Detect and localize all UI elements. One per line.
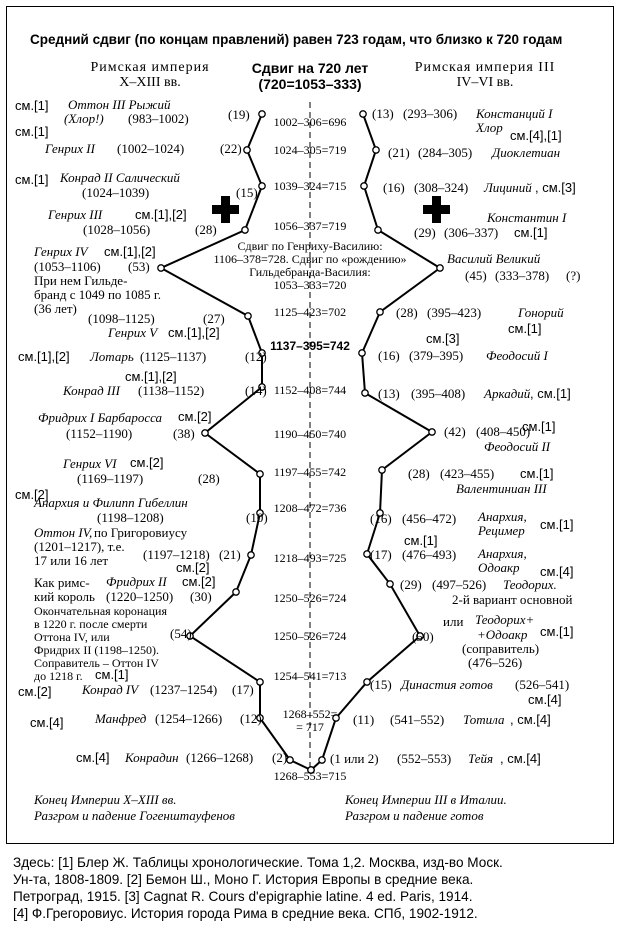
ref: см.[1] [404, 533, 438, 548]
reign-length: (21) [219, 547, 241, 562]
ruler-note: 2-й вариант основной [452, 592, 573, 607]
ref: см.[1] [540, 517, 574, 532]
chain-node [429, 429, 435, 435]
ruler-dates: (306–337) [444, 225, 499, 240]
ruler-note: 17 или 16 лет [34, 553, 109, 568]
page-title: Средний сдвиг (по концам правлений) равен 723 годам, что близко к 720 годам [30, 32, 563, 47]
ruler-note: кий король [34, 589, 95, 604]
reign-length: (54) [170, 626, 192, 641]
ruler-name: Василий Великий [447, 251, 541, 266]
reign-length: (42) [444, 424, 466, 439]
chain-node [379, 467, 385, 473]
ruler-name: Конрадин [125, 750, 179, 765]
ruler-dates: (379–395) [409, 348, 464, 363]
ruler-dates: (1254–1266) [155, 711, 223, 726]
reign-length: (28) [195, 222, 217, 237]
reign-length: (38) [173, 426, 195, 441]
ruler-dates: (395–423) [427, 305, 482, 320]
reign-length: (28) [408, 466, 430, 481]
ruler-dates: (476–493) [402, 547, 457, 562]
ruler-dates: (456–472) [402, 511, 457, 526]
formula: 1024–305=719 [273, 143, 347, 157]
ruler-name: Конрад II Салический [60, 170, 180, 185]
ruler-name: Династия готов [401, 677, 493, 692]
ruler-note: (36 лет) [34, 301, 77, 316]
ruler-name: Генрих II [45, 141, 95, 156]
reign-length: (50) [412, 629, 434, 644]
ruler-dates: (1198–1208) [97, 510, 164, 525]
ref: см.[1],[2] [125, 369, 177, 384]
ref: см.[4] [76, 750, 110, 765]
formula: 1268–553=715 [273, 769, 347, 783]
center-header-line1: Сдвиг на 720 лет [251, 60, 369, 76]
reign-length: (1 или 2) [330, 751, 379, 766]
ref: см.[4] [528, 692, 562, 707]
reign-length: (15) [236, 185, 258, 200]
ruler-name: Фридрих II [106, 574, 167, 589]
ref: см.[4],[1] [510, 128, 562, 143]
ruler-name: Манфред [95, 711, 147, 726]
bottom-right-line2: Разгром и падение готов [345, 808, 484, 823]
reign-length: (14) [245, 383, 267, 398]
ruler-name: Констанций I [476, 106, 553, 121]
reign-length: (13) [378, 386, 400, 401]
bottom-left-line1: Конец Империи X–XIII вв. [34, 792, 177, 807]
reign-length: (28) [198, 471, 220, 486]
formula: 1039–324=715 [273, 179, 347, 193]
reign-length: (16) [378, 348, 400, 363]
ruler-name: Лотарь [90, 349, 134, 364]
ruler-name: Рецимер [478, 523, 525, 538]
ruler-dates: (983–1002) [128, 111, 189, 126]
reign-length: (12) [245, 349, 267, 364]
reign-length: (29) [400, 577, 422, 592]
ruler-name: Одоакр [478, 560, 520, 575]
center-header-line2: (720=1053–333) [258, 76, 362, 92]
ruler-name: Генрих VI [63, 456, 117, 471]
ruler-name: Генрих IV [34, 244, 88, 259]
reign-length: (30) [190, 589, 212, 604]
ruler-dates: (552–553) [397, 751, 452, 766]
chain-node [242, 227, 248, 233]
reign-length: (13) [372, 106, 394, 121]
ref: см.[2] [176, 560, 210, 575]
formula: 1254–541=713 [273, 669, 347, 683]
formula: 1152–408=744 [273, 383, 347, 397]
ref: см.[1] [508, 321, 542, 336]
reign-length: (21) [388, 145, 410, 160]
ruler-note: При нем Гильде- [34, 273, 128, 288]
bottom-right-line1: Конец Империи III в Италии. [345, 792, 507, 807]
ruler-name: Тейя [468, 751, 494, 766]
center-note-line1: Сдвиг по Генриху-Василию: [237, 239, 383, 253]
ruler-dates: (1152–1190) [66, 426, 133, 441]
ref: , см.[4] [500, 751, 541, 766]
bottom-left-line2: Разгром и падение Гогенштауфенов [34, 808, 235, 823]
formula: 1190–450=740 [273, 427, 347, 441]
ruler-name: Теодорих+ [475, 612, 535, 627]
ruler-name: Генрих III [48, 207, 103, 222]
ruler-name: Анархия, [478, 546, 527, 561]
ref: см.[1] [15, 98, 49, 113]
reign-length: (11) [353, 712, 375, 727]
formula: 1218–493=725 [273, 551, 347, 565]
formula: 1056–337=719 [273, 219, 347, 233]
ruler-dates: (308–324) [414, 180, 469, 195]
ref: см.[1] [520, 466, 554, 481]
ruler-note: бранд с 1049 по 1085 г. [34, 287, 162, 302]
center-note-line2: 1106–378=728. Сдвиг по «рождению» [213, 252, 407, 266]
ruler-name: Лициний [484, 180, 532, 195]
left-header-line1: Римская империя [90, 60, 210, 75]
ruler-name: Феодосий II [484, 439, 551, 454]
ruler-dates: (1138–1152) [138, 383, 205, 398]
ruler-name: Анархия и Филипп Гибеллин [34, 495, 188, 510]
ref: см.[4] [540, 564, 574, 579]
ref: см.[2] [15, 487, 49, 502]
ruler-name: Конрад III [63, 383, 120, 398]
ref: , см.[3] [535, 180, 576, 195]
ruler-note: (соправитель) [462, 641, 540, 656]
ruler-name: +Одоакр [477, 627, 528, 642]
formula: 1250–526=724 [273, 629, 347, 643]
ref: см.[1],[2] [104, 244, 156, 259]
reign-length: (16) [383, 180, 405, 195]
ref: см.[1] [95, 667, 129, 682]
ruler-note: Как римс- [34, 575, 90, 590]
ruler-dates-alt: (1197–1218) [143, 547, 210, 562]
ruler-dates: (1266–1268) [186, 750, 254, 765]
reference-line: [4] Ф.Грегоровиус. История города Рима в средние века. СПб, 1902-1912. [13, 906, 478, 921]
formula: 1002–306=696 [273, 115, 347, 129]
cross-icon-left [212, 196, 239, 223]
formula: 1137–395=742 [270, 339, 350, 353]
reference-line: Петроград, 1915. [3] Cagnat R. Cours d'epigraphie latine. 4 ed. Paris, 1914. [13, 889, 473, 904]
ruler-dates: (497–526) [432, 577, 487, 592]
ref: см.[3] [426, 331, 460, 346]
chain-node [387, 581, 393, 587]
ruler-dates: (1053–1106) [34, 259, 101, 274]
reign-length: (28) [396, 305, 418, 320]
ruler-dates: (408–450) [476, 424, 531, 439]
chain-node [373, 147, 379, 153]
right-header-line1: Римская империя III [414, 60, 556, 75]
chain-node [319, 757, 325, 763]
ruler-dates: (395–408) [411, 386, 466, 401]
ref: см.[1] [540, 624, 574, 639]
reign-length: (10) [246, 510, 268, 525]
right-header-line2: IV–VI вв. [456, 75, 514, 90]
ruler-name: Оттон III Рыжий [68, 97, 171, 112]
ruler-dates: (1125–1137) [140, 349, 207, 364]
reign-length: (19) [228, 107, 250, 122]
reign-length: (45) [465, 268, 487, 283]
formula: 1125–423=702 [273, 305, 347, 319]
ref: см.[1],[2] [18, 349, 70, 364]
ref: см.[2] [182, 574, 216, 589]
ruler-dates: (541–552) [390, 712, 445, 727]
chain-node [287, 757, 293, 763]
ruler-name: Хлор [476, 120, 503, 135]
ruler-name: Конрад IV [82, 682, 139, 697]
reign-length: (29) [414, 225, 436, 240]
ruler-name: Константин I [487, 210, 567, 225]
reference-line: Здесь: [1] Блер Ж. Таблицы хронологические. Тома 1,2. Москва, изд-во Моск. [13, 855, 503, 870]
ref: см.[2] [178, 409, 212, 424]
ruler-name: Валентиниан III [456, 481, 547, 496]
ruler-name: Тотила [463, 712, 505, 727]
ruler-dates: (333–378) [495, 268, 550, 283]
formula: = 717 [296, 720, 324, 734]
reference-line: Ун-та, 1808-1809. [2] Бемон Ш., Моно Г. История Европы в средние века. [13, 872, 474, 887]
ruler-note: (Хлор!) [64, 111, 104, 126]
chain-node [202, 430, 208, 436]
formula: 1208–472=736 [273, 501, 347, 515]
formula: 1250–526=724 [273, 591, 347, 605]
ruler-note: (?) [566, 268, 581, 283]
ruler-dates: (1098–1125) [88, 311, 155, 326]
ref: см.[2] [18, 684, 52, 699]
chain-node [158, 265, 164, 271]
ruler-note: в 1220 г. после смерти [34, 617, 148, 631]
ref: см.[1] [15, 172, 49, 187]
ruler-dates: (526–541) [515, 677, 570, 692]
chain-node [233, 589, 239, 595]
ref: см.[1] [514, 225, 548, 240]
ruler-name: Гонорий [518, 305, 564, 320]
chain-node [375, 227, 381, 233]
reign-length: (22) [220, 141, 242, 156]
ruler-dates: (1237–1254) [150, 682, 218, 697]
reign-length: (53) [128, 259, 150, 274]
chain-node [437, 265, 443, 271]
ruler-dates: (1201–1217), т.е. [34, 539, 125, 554]
reign-length: (12) [240, 711, 262, 726]
references-footer [13, 854, 613, 922]
ruler-prefix: или [443, 614, 464, 629]
ruler-name: Теодорих. [503, 577, 557, 592]
reign-length: (16) [370, 511, 392, 526]
ruler-name: Аркадий [484, 386, 531, 401]
ruler-note: Оттона IV, или [34, 630, 110, 644]
ref: см.[1],[2] [135, 207, 187, 222]
ruler-dates: (284–305) [418, 145, 473, 160]
ruler-note: Окончательная коронация [34, 604, 167, 618]
ruler-name: Диоклетиан [492, 145, 561, 160]
ruler-name: Феодосий I [486, 348, 548, 363]
formula: 1268–552= [282, 707, 338, 721]
left-header-line2: X–XIII вв. [119, 75, 181, 90]
reign-length: (17) [232, 682, 254, 697]
ruler-dates: (423–455) [440, 466, 495, 481]
reign-length: (27) [203, 311, 225, 326]
ref: см.[2] [130, 455, 164, 470]
ref: см.[4] [30, 715, 64, 730]
ruler-dates: (1220–1250) [106, 589, 174, 604]
cross-icon-right [423, 196, 450, 223]
ruler-note: Фридрих II (1198–1250). [34, 643, 159, 657]
reign-length: (17) [370, 547, 392, 562]
ruler-dates: (1169–1197) [77, 471, 144, 486]
center-note-line3: Гильдебранда-Василия: [249, 265, 371, 279]
reign-length: (15) [370, 677, 392, 692]
ruler-dates: (1024–1039) [82, 185, 150, 200]
ref: , см.[4] [510, 712, 551, 727]
ref: см.[1] [522, 419, 556, 434]
ref: см.[1],[2] [168, 325, 220, 340]
ruler-name-tail: по Григоровиусу [94, 525, 188, 540]
ruler-note: до 1218 г. [34, 669, 83, 683]
ruler-dates: (1002–1024) [117, 141, 185, 156]
ruler-note: Соправитель – Оттон IV [34, 656, 159, 670]
ruler-dates: (293–306) [403, 106, 458, 121]
chain-node [377, 309, 383, 315]
ruler-name: Фридрих I Барбаросса [38, 410, 163, 425]
ref: см.[1] [15, 124, 49, 139]
reign-length: (2) [272, 750, 288, 765]
ruler-name: Анархия, [478, 509, 527, 524]
center-note-line4: 1053–333=720 [273, 278, 347, 292]
ref: , см.[1] [530, 386, 571, 401]
ruler-name: Оттон IV, [34, 525, 93, 540]
ruler-dates: (1028–1056) [83, 222, 151, 237]
ruler-dates: (476–526) [468, 655, 523, 670]
formula: 1197–455=742 [273, 465, 347, 479]
ruler-name: Генрих V [108, 325, 158, 340]
